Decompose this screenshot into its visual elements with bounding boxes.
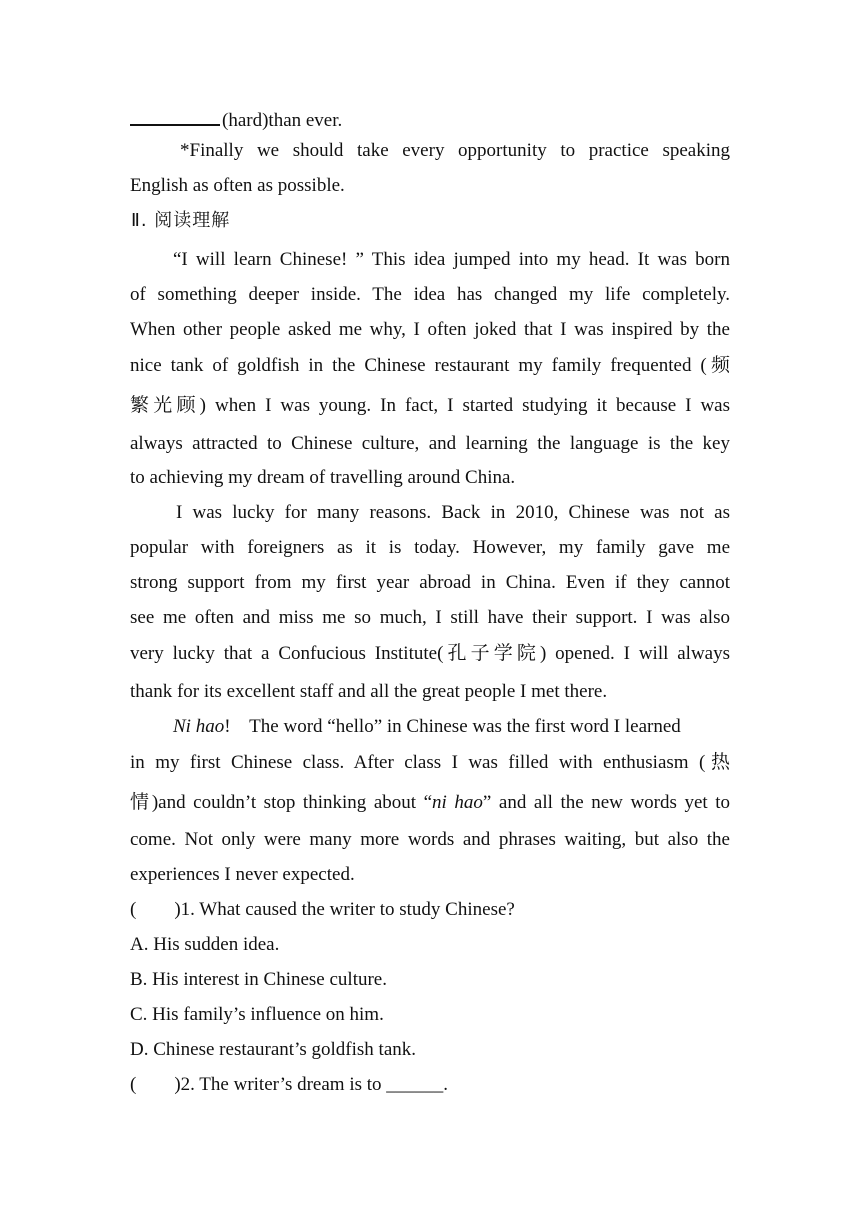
p1-line: of something deeper inside. The idea has changed my life completely.	[130, 284, 730, 305]
p3-line-3-start: 情)and couldn’t stop thinking about “	[130, 792, 433, 813]
p1-line: 繁光顾) when I was young. In fact, I started studying it because I was	[130, 395, 730, 416]
p3-line-4: come. Not only were many more words and phrases waiting, but also the	[130, 829, 730, 850]
blank-hint: (hard)than ever.	[222, 110, 343, 131]
option-a: A. His sudden idea.	[130, 934, 280, 955]
question-2-stem: ( )2. The writer’s dream is to ______.	[130, 1074, 449, 1095]
option-d: D. Chinese restaurant’s goldfish tank.	[130, 1039, 417, 1060]
section-title: Ⅱ. 阅读理解	[131, 210, 231, 231]
p2-line: strong support from my first year abroad in China. Even if they cannot	[130, 572, 730, 593]
p2-line: very lucky that a Confucious Institute(孔子学院) opened. I will always	[130, 643, 730, 664]
p1-line: nice tank of goldfish in the Chinese restaurant my family frequented (频	[130, 355, 730, 376]
p1-line: When other people asked me why, I often joked that I was inspired by the	[130, 319, 730, 340]
question-1-stem: ( )1. What caused the writer to study Chinese?	[130, 899, 515, 920]
p2-line: thank for its excellent staff and all the great people I met there.	[130, 681, 608, 702]
p1-line: always attracted to Chinese culture, and learning the language is the key	[130, 433, 730, 454]
p3-line-3	[130, 791, 730, 815]
nihao-italic: Ni hao	[173, 716, 225, 737]
tip-line-2: English as often as possible.	[130, 175, 345, 196]
p3-line-2: in my first Chinese class. After class I was filled with enthusiasm (热	[130, 752, 730, 773]
option-c: C. His family’s influence on him.	[130, 1004, 384, 1025]
p3-line-1	[173, 715, 730, 739]
p3-line-5: experiences I never expected.	[130, 864, 355, 885]
option-b: B. His interest in Chinese culture.	[130, 969, 387, 990]
p2-line: see me often and miss me so much, I still have their support. I was also	[130, 607, 730, 628]
p3-line-3-end: ” and all the new words yet to	[482, 792, 731, 813]
p2-line: popular with foreigners as it is today. However, my family gave me	[130, 537, 730, 558]
p1-line: to achieving my dream of travelling around China.	[130, 467, 516, 488]
tip-line-1: *Finally we should take every opportunity to practice speaking	[180, 140, 730, 161]
p2-line: I was lucky for many reasons. Back in 2010, Chinese was not as	[176, 502, 730, 523]
exercise-blank-line	[130, 104, 730, 133]
p3-line-3-italic: ni hao	[432, 792, 483, 813]
p1-line: “I will learn Chinese! ” This idea jumped into my head. It was born	[173, 249, 730, 270]
p3-line-1-rest: ! The word “hello” in Chinese was the first word I learned	[224, 716, 681, 737]
answer-blank	[130, 104, 220, 126]
